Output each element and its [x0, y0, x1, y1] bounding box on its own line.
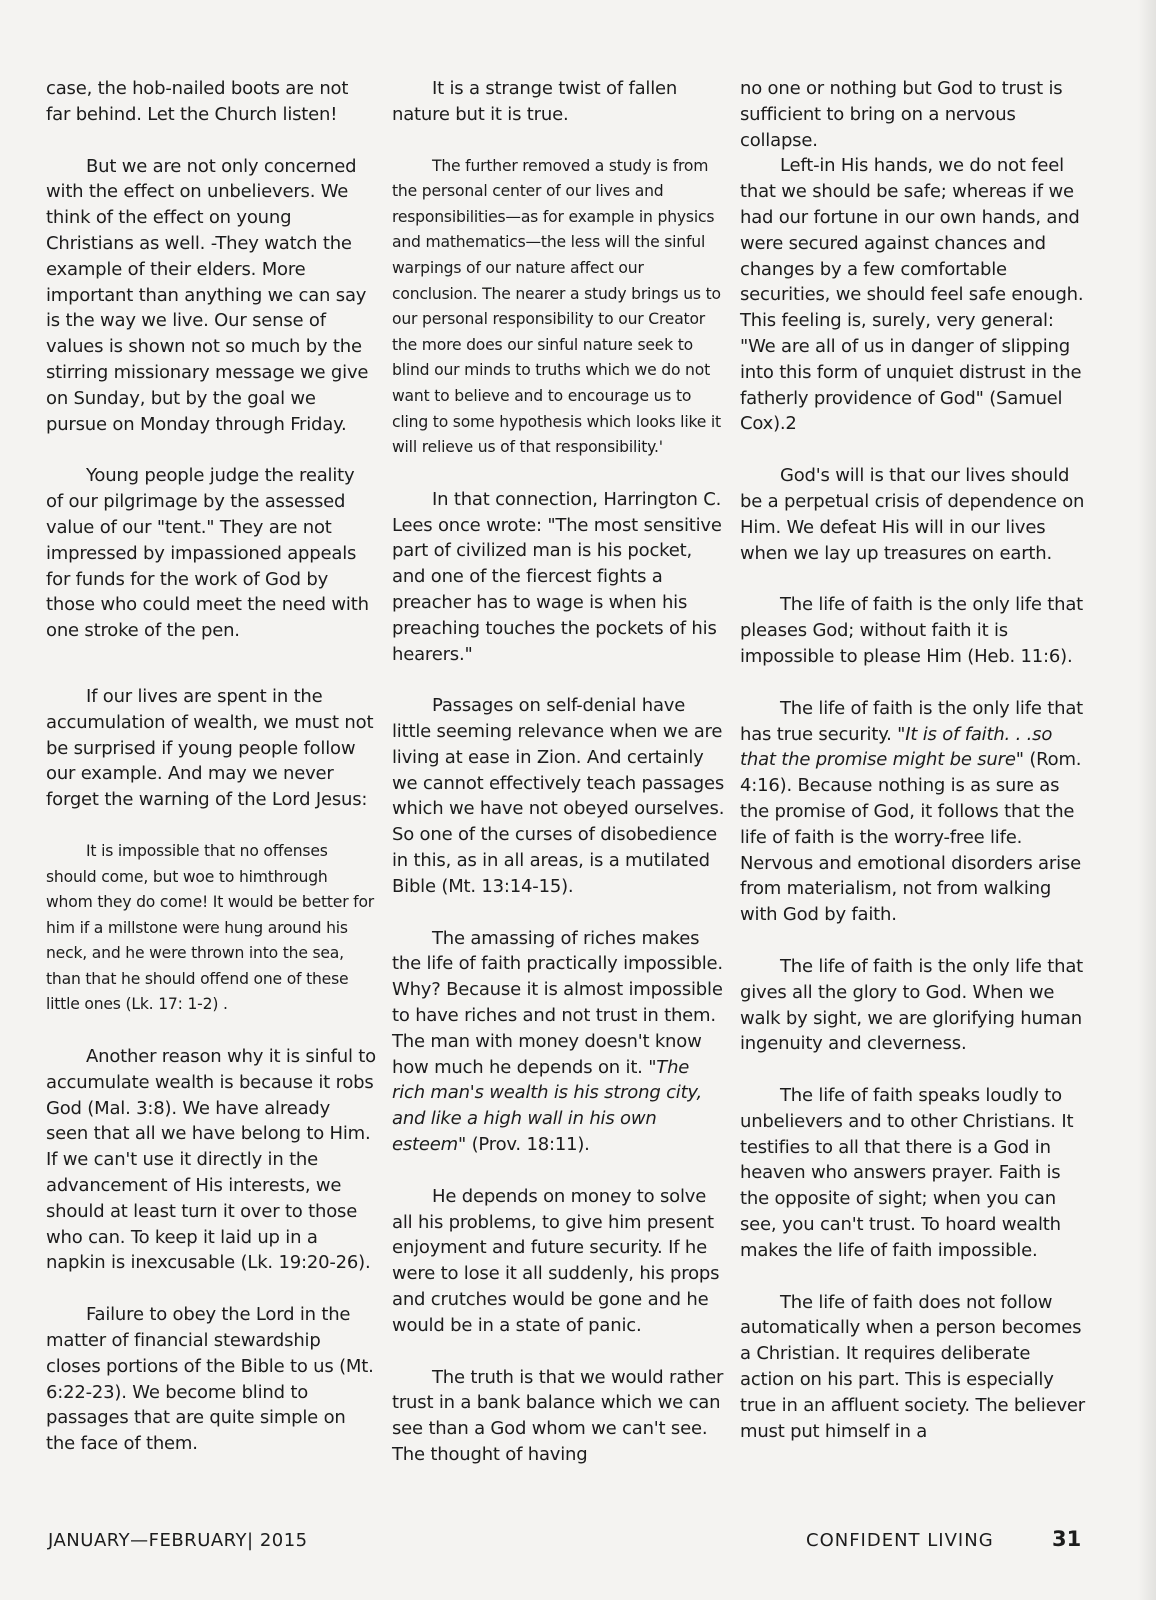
block-quote: The further removed a study is from the personal center of our lives and responsibilities—as for example in physics and mathematics—the less will the sinful warpings of our nature affect our conclusion. The nearer a study brings us to our personal responsibility to our Creator the more does our sinful nature seek to blind our minds to truths which we do not want to believe and to encourage us to cling to some hypothesis which looks like it will relieve us of that responsibility.': [392, 156, 721, 457]
paragraph: [392, 926, 727, 1158]
paragraph: Another reason why it is sinful to accumulate wealth is because it robs God (Mal. 3:8). We have already seen that all we have belong to Him. If we can't use it directly in the advancement of His interests, we should at least turn it over to those who can. To keep it laid up in a napkin is inexcusable (Lk. 19:20-26).: [46, 1046, 376, 1274]
issue-date: JANUARY—FEBRUARY| 2015: [48, 1530, 308, 1551]
paragraph: case, the hob-nailed boots are not far behind. Let the Church listen!: [46, 78, 349, 125]
scripture-quote: "It is of faith. . .so that the promise might be sure": [740, 723, 1053, 771]
paragraph: no one or nothing but God to trust is sufficient to bring on a nervous collapse.: [740, 78, 1063, 151]
column-right: [740, 76, 1088, 1470]
column-middle: [392, 76, 727, 1494]
page-number: 31: [1052, 1527, 1082, 1551]
paragraph: In that connection, Harrington C. Lees once wrote: "The most sensitive part of civilized man is his pocket, and one of the fiercest fights a preacher has to wage is when his preaching touches the pockets of his hearers.": [392, 488, 722, 665]
scripture-reference: (Prov. 18:11).: [466, 1134, 590, 1156]
block-quote: It is impossible that no offenses should come, but woe to himthrough whom they do come! It would be better for him if a millstone were hung around his neck, and he were thrown into the sea, than that he should offend one of these little ones (Lk. 17: 1-2) .: [46, 841, 375, 1014]
paragraph: It is a strange twist of fallen nature but it is true.: [392, 78, 678, 125]
paragraph-text: The amassing of riches makes the life of faith practically impossible. Why? Because it is almost impossible to have riches and not trust in them. The man with money doesn't know how much he depends on it.: [392, 927, 723, 1078]
paragraph-text: (Rom. 4:16). Because nothing is as sure as the promise of God, it follows that the life of faith is the worry-free life. Nervous and emotional disorders arise from materialism, not from walking with God by faith.: [740, 749, 1082, 926]
paragraph-text: The life of faith is the only life that has true security.: [740, 697, 1084, 745]
paragraph: If our lives are spent in the accumulation of wealth, we must not be surprised if young people follow our example. And may we never forget the warning of the Lord Jesus:: [46, 685, 374, 811]
paragraph: The life of faith is the only life that pleases God; without faith it is impossible to please Him (Heb. 11:6).: [740, 594, 1084, 667]
paragraph: The life of faith is the only life that gives all the glory to God. When we walk by sight, we are glorifying human ingenuity and cleverness.: [740, 955, 1084, 1055]
paragraph: The truth is that we would rather trust in a bank balance which we can see than a God whom we can't see. The thought of having: [392, 1366, 724, 1466]
paragraph: He depends on money to solve all his problems, to give him present enjoyment and future security. If he were to lose it all suddenly, his props and crutches would be gone and he would be in a state of panic.: [392, 1185, 720, 1336]
paragraph: God's will is that our lives should be a perpetual crisis of dependence on Him. We defeat His will in our lives when we lay up treasures on earth.: [740, 465, 1085, 564]
magazine-name: CONFIDENT LIVING: [806, 1530, 994, 1551]
page-edge-shadow: [1138, 0, 1156, 1600]
paragraph: The life of faith does not follow automatically when a person becomes a Christian. It requires deliberate action on his part. This is especially true in an affluent society. The believer must put himself in a: [740, 1291, 1085, 1442]
paragraph: Left-in His hands, we do not feel that we should be safe; whereas if we had our fortune in our own hands, and were secured against chances and changes by a few comfortable securities, we should feel safe enough. This feeling is, surely, very general: "We are all of us in danger of slipping into this form of unquiet distrust in the fatherly providence of God" (Samuel Cox).2: [740, 155, 1084, 435]
column-left: [46, 76, 376, 1483]
paragraph: Passages on self-denial have little seeming relevance when we are living at ease in Zion. And certainly we cannot effectively teach passages which we have not obeyed ourselves. So one of the curses of disobedience in this, as in all areas, is a mutilated Bible (Mt. 13:14-15).: [392, 695, 725, 897]
paragraph: Young people judge the reality of our pilgrimage by the assessed value of our "tent." They are not impressed by impassioned appeals for funds for the work of God by those who could meet the need with one stroke of the pen.: [46, 465, 369, 642]
scripture-quote: "The rich man's wealth is his strong city, and like a high wall in his own esteem": [392, 1056, 703, 1156]
paragraph: But we are not only concerned with the effect on unbelievers. We think of the effect on young Christians as well. -They watch the example of their elders. More important than anything we can say is the way we live. Our sense of values is shown not so much by the stirring missionary message we give on Sunday, but by the goal we pursue on Monday through Friday.: [46, 155, 369, 435]
paragraph: [740, 696, 1088, 928]
paragraph: Failure to obey the Lord in the matter of financial stewardship closes portions of the Bible to us (Mt. 6:22-23). We become blind to passages that are quite simple on the face of them.: [46, 1304, 374, 1455]
paragraph: The life of faith speaks loudly to unbelievers and to other Christians. It testifies to all that there is a God in heaven who answers prayer. Faith is the opposite of sight; when you can see, you can't trust. To hoard wealth makes the life of faith impossible.: [740, 1085, 1074, 1261]
